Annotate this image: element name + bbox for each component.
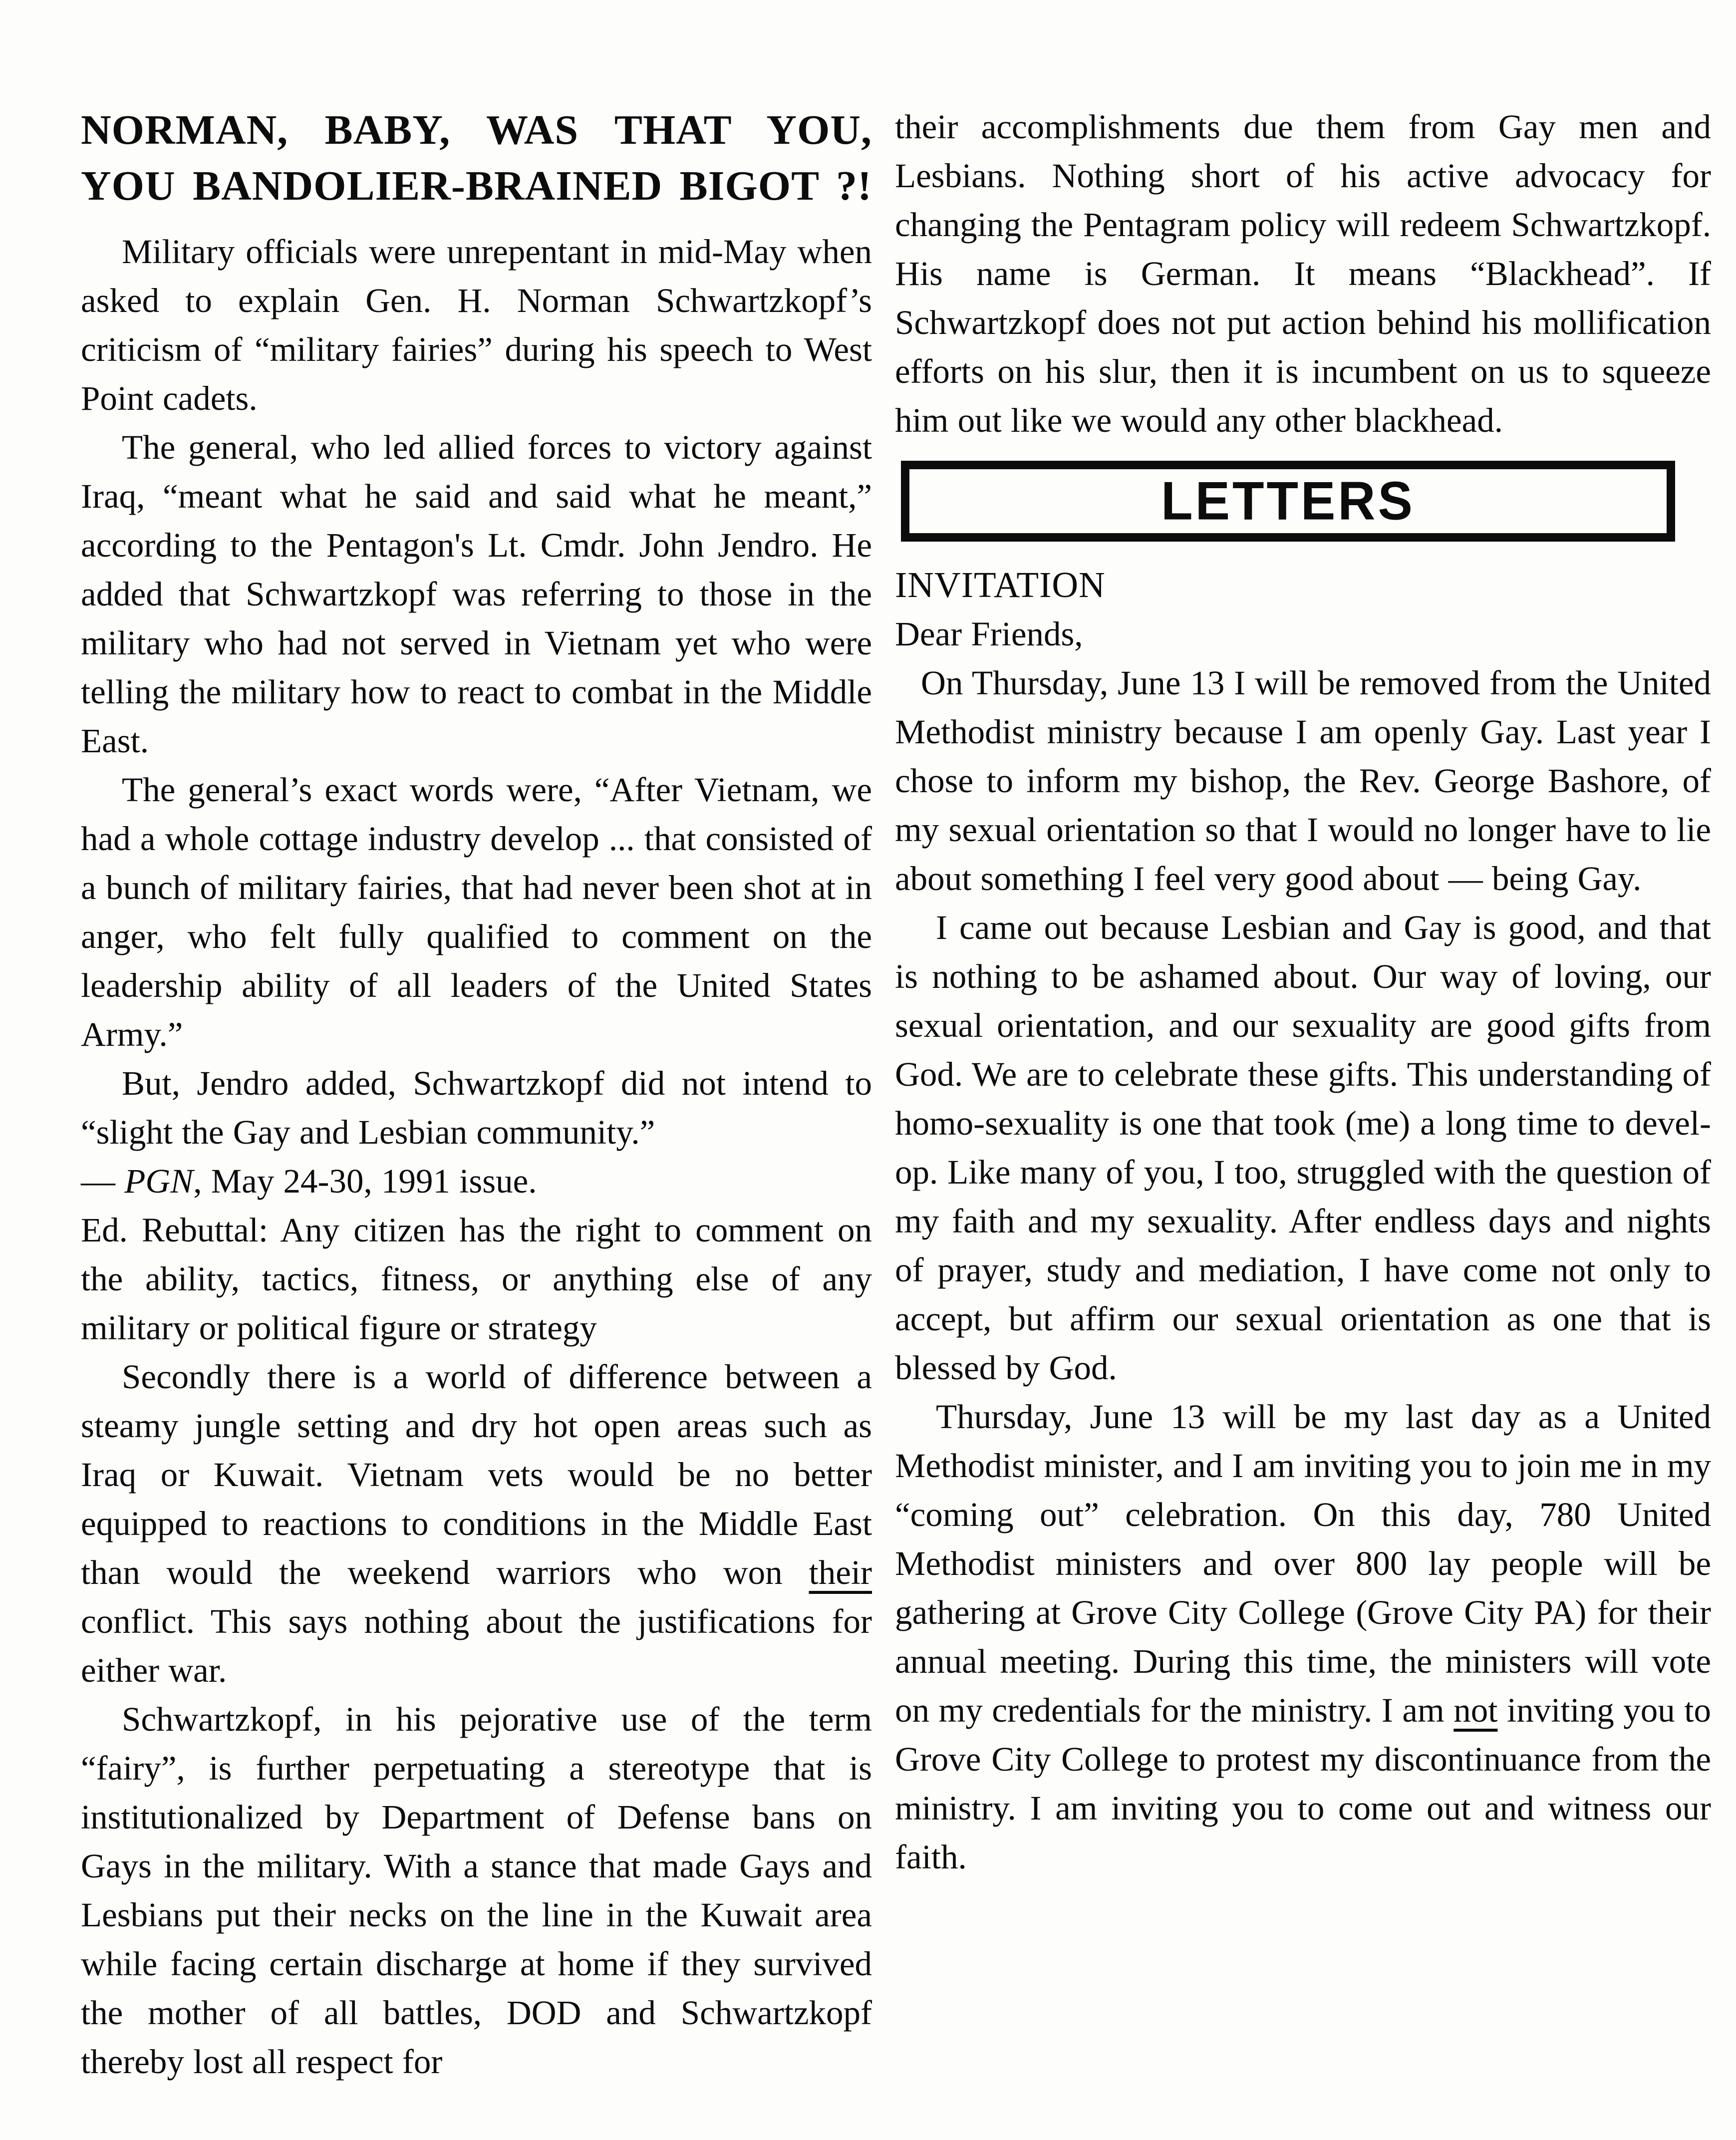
underlined-word-their: their xyxy=(809,1553,872,1591)
underlined-word-not: not xyxy=(1453,1691,1498,1729)
editor-rebuttal-paragraph: Ed. Rebuttal: Any citizen has the right to comment on the ability, tactics, fitness, or anything else of any military or political figure or strategy xyxy=(81,1211,872,1347)
article-paragraph-military-officials: Military officials were unrepentant in mid-May when asked to explain Gen. H. Norman Schwartzkopf’s criticism of “military fairies” during his speech to West Point cadets. xyxy=(81,233,872,417)
letters-banner-title: LETTERS xyxy=(1161,471,1415,532)
article-continuation-paragraph: their accomplishments due them from Gay men and Lesbians. Nothing short of his active advocacy for changing the Pentagram policy will redeem Schwartzkopf. His name is German. It means “Blackhead”. If Schwartzkopf does not put action behind his mollification efforts on his slur, then it is incumbent on us to squeeze him out like we would any other blackhead. xyxy=(895,108,1711,439)
pgn-source-title: PGN xyxy=(124,1162,194,1200)
right-column xyxy=(895,102,1711,2086)
article-paragraph-general-led: The general, who led allied forces to victory against Iraq, “meant what he said and said what he meant,” according to the Pentagon's Lt. Cmdr. John Jendro. He added that Schwartzkopf was referring to those in the military who had not served in Vietnam yet who were telling the military how to react to combat in the Middle East. xyxy=(81,428,872,760)
letter-salutation: Dear Friends, xyxy=(895,615,1083,653)
their-sentence-before: Secondly there is a world of difference between a steamy jungle setting and dry hot open areas such as Iraq or Kuwait. Vietnam vets would be no better equipped to reactions to conditions in the Middle East than would the weekend warriors who won xyxy=(81,1358,872,1591)
letter-heading-invitation: INVITATION xyxy=(895,565,1106,605)
letter-paragraph-came-out: I came out because Lesbian and Gay is good, and that is nothing to be ashamed about. Our way of loving, our sexual orientation, and our sexuality are good gifts from God. We are to celebrate these gifts. This understanding of homo-sexuality is one that took (me) a long time to devel-op. Like many of you, I too, struggled with the question of my faith and my sexuality. After endless days and nights of prayer, study and mediation, I have come not only to accept, but affirm our sexual orientation as one that is blessed by God. xyxy=(895,909,1711,1387)
article-paragraph-jendro-added: But, Jendro added, Schwartzkopf did not intend to “slight the Gay and Lesbian community.” xyxy=(81,1064,872,1151)
letter-paragraph-on-thursday: On Thursday, June 13 I will be removed from the United Methodist ministry because I am openly Gay. Last year I chose to inform my bishop, the Rev. George Bashore, of my sexual orientation so that I would no longer have to lie about something I feel very good about — being Gay. xyxy=(895,664,1711,898)
citation-dash: — xyxy=(81,1162,125,1200)
article-title-line-1: NORMAN, BABY, WAS THAT YOU, xyxy=(81,107,872,153)
citation-issue: , May 24-30, 1991 issue. xyxy=(193,1162,537,1200)
article-paragraph-exact-words: The general’s exact words were, “After Vietnam, we had a whole cottage industry develop ... that consisted of a bunch of military fairies, that had never been shot at in anger, who felt fully qualified to comment on the leadership ability of all leaders of the United States Army.” xyxy=(81,771,872,1053)
article-title xyxy=(81,102,872,214)
pgn-citation xyxy=(81,1157,872,1206)
article-title-line-2: YOU BANDOLIER-BRAINED BIGOT ?! xyxy=(81,163,872,209)
not-sentence-before: Thursday, June 13 will be my last day as a United Methodist minister, and I am inviting you to join me in my “coming out” celebration. On this day, 780 United Methodist ministers and over 800 lay people will be gathering at Grove City College (Grove City PA) for their annual meeting. During this time, the ministers will vote on my credentials for the ministry. I am xyxy=(895,1398,1711,1729)
letter-paragraph-last-day xyxy=(895,1392,1711,1881)
not-sentence-after: inviting you to Grove City College to protest my discontinuance from the ministry. I am inviting you to come out and witness our faith. xyxy=(895,1691,1711,1876)
article-paragraph-pejorative: Schwartzkopf, in his pejorative use of the term “fairy”, is further perpetuating a stereotype that is institutionalized by Department of Defense bans on Gays in the military. With a stance that made Gays and Lesbians put their necks on the line in the Kuwait area while facing certain discharge at home if they survived the mother of all battles, DOD and Schwartzkopf thereby lost all respect for xyxy=(81,1700,872,2081)
letters-section-banner xyxy=(901,461,1675,542)
their-sentence-after: conflict. This says nothing about the justifications for either war. xyxy=(81,1602,872,1689)
article-paragraph-secondly xyxy=(81,1352,872,1695)
left-column xyxy=(81,102,872,2086)
